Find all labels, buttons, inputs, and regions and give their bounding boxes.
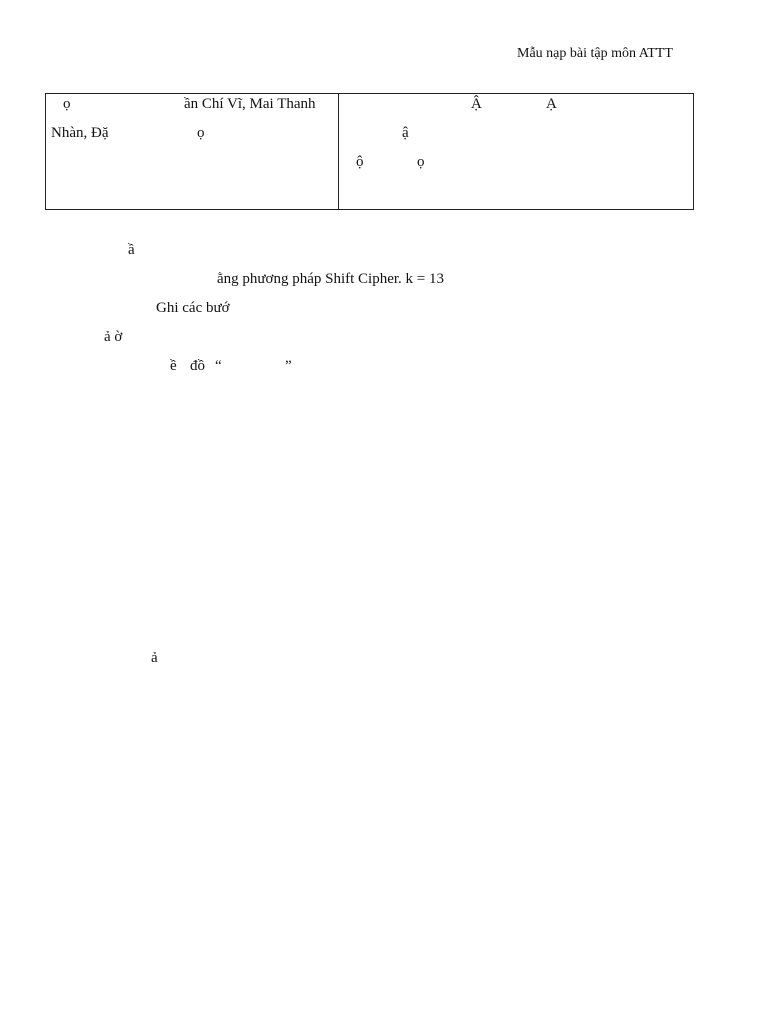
close-quote: ”	[285, 358, 292, 374]
open-quote: “	[215, 358, 222, 374]
assignment-fragment: Ậ	[471, 96, 482, 112]
instruction-text: Ghi các bướ	[156, 300, 230, 316]
names-fragment: ọ	[197, 125, 205, 141]
body-fragment: đồ	[190, 358, 205, 374]
names-fragment: ọ	[63, 96, 71, 112]
student-info-table	[45, 93, 694, 210]
assignment-fragment: ộ	[356, 154, 364, 170]
assignment-info-cell	[339, 94, 693, 209]
student-names-cell	[46, 94, 339, 209]
names-text-continued: Nhàn, Đặ	[51, 125, 109, 141]
assignment-fragment: ậ	[402, 125, 409, 141]
assignment-fragment: ọ	[417, 154, 425, 170]
body-fragment: ả ờ	[104, 329, 123, 345]
body-fragment: ả	[151, 650, 158, 666]
exercise-statement: ằng phương pháp Shift Cipher. k = 13	[217, 271, 445, 287]
names-text: ần Chí Vĩ, Mai Thanh	[184, 96, 316, 112]
body-fragment: ề	[170, 358, 177, 374]
body-fragment: ầ	[128, 242, 135, 258]
assignment-fragment: Ạ	[546, 96, 557, 112]
template-header-note: Mẫu nạp bài tập môn ATTT	[517, 46, 673, 61]
